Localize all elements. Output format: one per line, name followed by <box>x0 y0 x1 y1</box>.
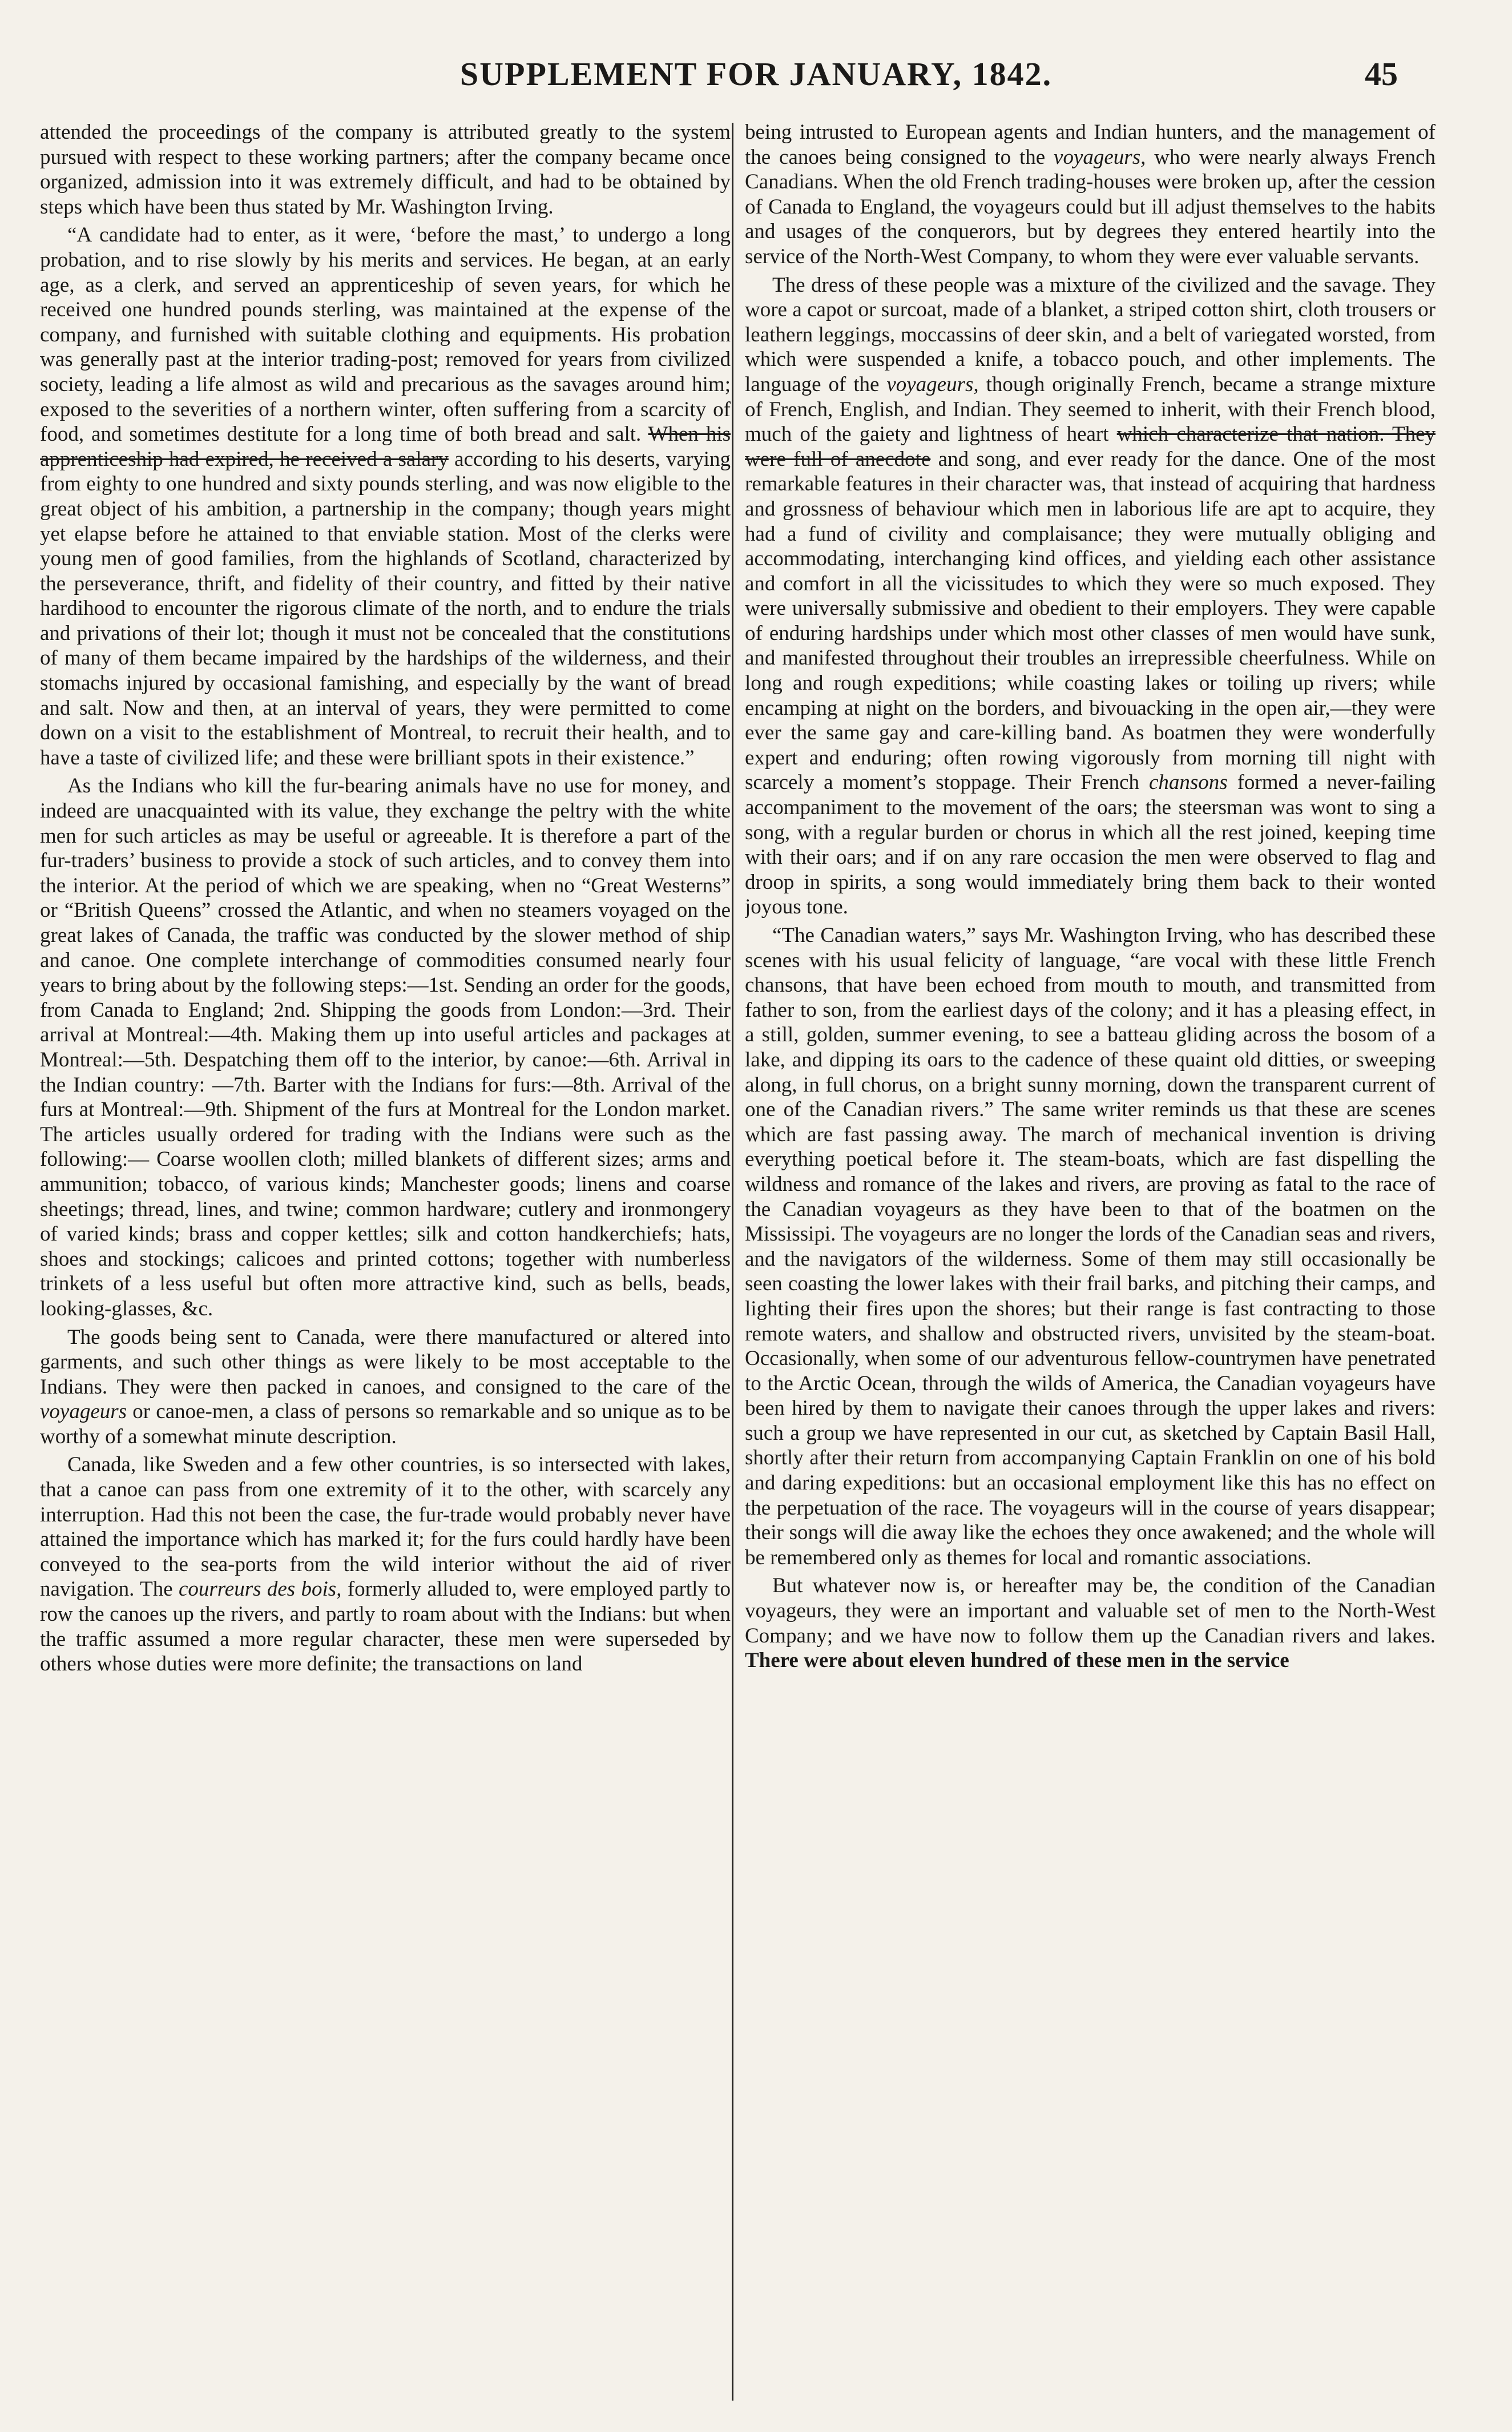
paragraph <box>40 223 731 770</box>
paragraph-text: who were nearly always French Canadians. When the old French trading-houses were broken up, after the cession of Canada to England, the voyageurs could but ill adjust themselves to the habits and usages of the conquerors, but by degrees they entered heartily into the service of the North-West Company, to whom they were ever valuable servants. <box>745 145 1436 268</box>
italic-term: chansons <box>1148 771 1228 795</box>
paragraph <box>745 273 1436 920</box>
paragraph-text: according to his deserts, varying from eighty to one hundred and sixty pounds sterling, and was now eligible to the great object of his ambition, a partnership in the company; though years might yet elapse before he attained to that enviable station. Most of the clerks were young men of good families, from the highlands of Scotland, characterized by the perseverance, thrift, and fidelity of their country, and fitted by their native hardihood to encounter the rigorous climate of the north, and to endure the trials and privations of their lot; though it must not be concealed that the constitutions of many of them became impaired by the hardships of the wilderness, and their stomachs injured by occasional famishing, and especially by the want of bread and salt. Now and then, at an interval of years, they were permitted to come down on a visit to the establishment of Montreal, to recruit their health, and to have a taste of civilized life; and these were brilliant spots in their existence.” <box>40 447 731 770</box>
struck-text: When his apprenticeship had expired, he received a salary <box>40 422 731 471</box>
paragraph-text: There were about eleven hundred of these men in the service <box>745 1649 1289 1673</box>
paragraph-text: attended the proceedings of the company is attributed greatly to the system pursued with respect to these working partners; after the company became once organized, admission into it was extremely difficult, and had to be obtained by steps which have been thus stated by Mr. Washington Irving. <box>40 120 731 219</box>
italic-term: voyageurs <box>40 1400 127 1424</box>
paragraph-text: though originally French, became a strange mixture of French, English, and Indian. They seemed to inherit, with their French blood, much of the gaiety and lightness of heart <box>745 372 1436 446</box>
paragraph-text: The dress of these people was a mixture of the civilized and the savage. They wore a capot or surcoat, made of a blanket, a striped cotton shirt, cloth trousers or leathern leggings, moccassins of deer skin, and a belt of variegated worsted, from which were suspended a knife, a tobacco pouch, and other implements. The language of the <box>745 273 1436 396</box>
paragraph-text: or canoe-men, a class of persons so remarkable and so unique as to be worthy of a somewhat minute description. <box>40 1400 731 1448</box>
paragraph-text: “The Canadian waters,” says Mr. Washington Irving, who has described these scenes with his usual felicity of language, “are vocal with these little French chansons, that have been echoed from mouth to mouth, and transmitted from father to son, from the earliest days of the colony; and it has a pleasing effect, in a still, golden, summer evening, to see a batteau gliding across the bosom of a lake, and dipping its oars to the cadence of these quaint old ditties, or sweeping along, in full chorus, on a bright sunny morning, down the transparent current of one of the Canadian rivers.” The same writer reminds us that these are scenes which are fast passing away. The march of mechanical invention is driving everything poetical before it. The steam-boats, which are fast dispelling the wildness and romance of the lakes and rivers, are proving as fatal to the race of the Canadian voyageurs as they have been to that of the boatmen on the Mississipi. The voyageurs are no longer the lords of the Canadian seas and rivers, and the navigators of the wilderness. Some of them may still occasionally be seen coasting the lower lakes with their frail barks, and pitching their camps, and lighting their fires upon the shores; but their range is fast contracting to those remote waters, and shallow and obstructed rivers, unvisited by the steam-boat. Occasionally, when some of our adventurous fellow-countrymen have penetrated to the Arctic Ocean, through the wilds of America, the Canadian voyageurs have been hired by them to navigate their canoes through the upper lakes and rivers: such a group we have represented in our cut, as sketched by Captain Basil Hall, shortly after their return from accompanying Captain Franklin on one of his bold and daring expeditions: but an occasional employment like this has no effect on the perpetuation of the race. The voyageurs will in the course of years disappear; their songs will die away like the echoes they once awakened; and the whole will be remembered only as themes for local and romantic associations. <box>745 924 1436 1569</box>
paragraph-text: being intrusted to European agents and Indian hunters, and the management of the canoes being consigned to the <box>745 120 1436 169</box>
struck-text: which characterize that nation. They were full of anecdote <box>745 422 1436 471</box>
page-header <box>34 55 1478 106</box>
paragraph-text: As the Indians who kill the fur-bearing animals have no use for money, and indeed are unacquainted with its value, they exchange the peltry with the white men for such articles as may be useful or agreeable. It is therefore a part of the fur-traders’ business to provide a stock of such articles, and to convey them into the interior. At the period of which we are speaking, when no “Great Westerns” or “British Queens” crossed the Atlantic, and when no steamers voyaged on the great lakes of Canada, the traffic was conducted by the slower method of ship and canoe. One complete interchange of commodities consumed nearly four years to bring about by the following steps:—1st. Sending an order for the goods, from Canada to England; 2nd. Shipping the goods from London:—3rd. Their arrival at Montreal:—4th. Making them up into useful articles and packages at Montreal:—5th. Despatching them off to the interior, by canoe:—6th. Arrival in the Indian country: —7th. Barter with the Indians for furs:—8th. Arrival of the furs at Montreal:—9th. Shipment of the furs at Montreal for the London market. The articles usually ordered for trading with the Indians were such as the following:— Coarse woollen cloth; milled blankets of different sizes; arms and ammunition; tobacco, of various kinds; Manchester goods; linens and coarse sheetings; thread, lines, and twine; common hardware; cutlery and ironmongery of varied kinds; brass and copper kettles; silk and cotton handkerchiefs; hats, shoes and stockings; calicoes and printed cottons; together with numberless trinkets of a less useful but often more attractive kind, such as bells, beads, looking-glasses, &c. <box>40 774 731 1320</box>
paragraph-text: formed a never-failing accompaniment to the movement of the oars; the steersman was wont to sing a song, with a regular burden or chorus in which all the rest joined, keeping time with their oars; and if on any rare occasion the men were observed to flag and droop in spirits, a song would immediately bring them back to their wonted joyous tone. <box>745 771 1436 919</box>
page-title: SUPPLEMENT FOR JANUARY, 1842. <box>459 55 1053 92</box>
paragraph <box>40 120 731 219</box>
paragraph-text: “A candidate had to enter, as it were, ‘before the mast,’ to undergo a long probation, and to rise slowly by his merits and services. He began, at an early age, as a clerk, and served an apprenticeship of seven years, for which he received one hundred pounds sterling, was maintained at the expense of the company, and furnished with suitable clothing and equipments. His probation was generally past at the interior trading-post; removed for years from civilized society, leading a life almost as wild and precarious as the savages around him; exposed to the severities of a northern winter, often suffering from a scarcity of food, and sometimes destitute for a long time of both bread and salt. <box>40 223 731 446</box>
italic-term: courreurs des bois, <box>178 1577 342 1601</box>
paragraph-text: Canada, like Sweden and a few other countries, is so intersected with lakes, that a canoe can pass from one extremity of it to the other, with scarcely any interruption. Had this not been the case, the fur-trade would probably never have attained the importance which has marked it; for the furs could hardly have been conveyed to the sea-ports from the wild interior without the aid of river navigation. The <box>40 1453 731 1601</box>
paragraph-text: But whatever now is, or hereafter may be, the condition of the Canadian voyageurs, they were an important and valuable set of men to the North-West Company; and we have now to follow them up the Canadian rivers and lakes. <box>745 1574 1436 1648</box>
right-column <box>745 120 1436 2398</box>
paragraph <box>745 120 1436 269</box>
paragraph <box>40 774 731 1321</box>
paragraph <box>40 1325 731 1449</box>
paragraph <box>745 1573 1436 1673</box>
left-column <box>40 120 731 2398</box>
paragraph-text: and song, and ever ready for the dance. One of the most remarkable features in their character was, that instead of acquiring that hardness and grossness of behaviour which men in laborious life are apt to acquire, they had a fund of civility and complaisance; they were mutually obliging and accommodating, interchanging kind offices, and yielding each other assistance and comfort in all the vicissitudes to which they were so much exposed. They were universally submissive and obedient to their employers. They were capable of enduring hardships under which most other classes of men would have sunk, and manifested throughout their troubles an irrepressible cheerfulness. While on long and rough expeditions; while coasting lakes or toiling up rivers; while encamping at night on the borders, and bivouacking in the open air,—they were ever the same gay and care-killing band. As boatmen they were wonderfully expert and enduring; often rowing vigorously from morning till night with scarcely a moment’s stoppage. Their French <box>745 447 1436 795</box>
italic-term: voyageurs, <box>886 372 979 396</box>
page-number: 45 <box>1365 55 1398 92</box>
italic-term: voyageurs, <box>1054 145 1146 169</box>
column-divider <box>732 123 733 2401</box>
paragraph-text: The goods being sent to Canada, were there manufactured or altered into garments, and such other things as were likely to be most acceptable to the Indians. They were then packed in canoes, and consigned to the care of the <box>40 1325 731 1399</box>
paragraph-text: formerly alluded to, were employed partly to row the canoes up the rivers, and partly to roam about with the Indians: but when the traffic assumed a more regular character, these men were superseded by others whose duties were more definite; the transactions on land <box>40 1577 731 1676</box>
paragraph <box>40 1452 731 1676</box>
paragraph <box>745 923 1436 1570</box>
